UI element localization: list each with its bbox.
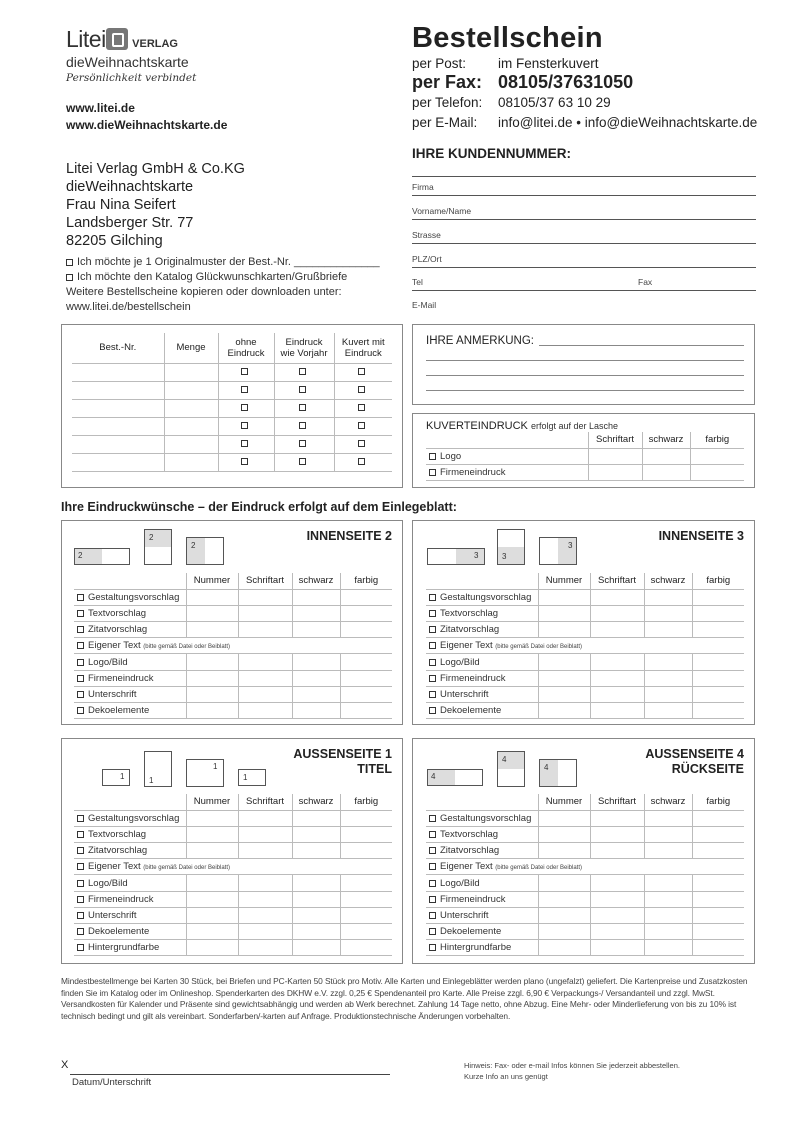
address-line: dieWeihnachtskarte: [66, 179, 194, 195]
checkbox[interactable]: [77, 707, 84, 714]
table-row: Gestaltungsvorschlag: [426, 810, 744, 826]
table-row: Eigener Text (bitte gemäß Datei oder Beiblatt): [74, 638, 392, 654]
table-row: [72, 417, 392, 435]
contact-post: per Post: im Fensterkuvert: [412, 56, 599, 71]
checkbox[interactable]: [77, 642, 84, 649]
checkbox[interactable]: [429, 880, 436, 887]
card-shape-icon: 1: [102, 769, 130, 786]
checkbox[interactable]: [77, 912, 84, 919]
checkbox[interactable]: [429, 831, 436, 838]
address-line: Landsberger Str. 77: [66, 215, 194, 231]
request-sample[interactable]: Ich möchte je 1 Originalmuster der Best.-Nr. ______________: [66, 255, 406, 270]
contact-mail: per E-Mail: info@litei.de • info@dieWeihnachtskarte.de: [412, 115, 758, 130]
checkbox[interactable]: [241, 386, 248, 393]
checkbox[interactable]: [77, 928, 84, 935]
checkbox[interactable]: [299, 422, 306, 429]
checkbox[interactable]: [77, 626, 84, 633]
section-aussenseite-4: [412, 738, 755, 964]
col-header: farbig: [690, 432, 744, 448]
col-header: farbig: [692, 573, 744, 589]
card-shape-icon: 2: [144, 529, 172, 565]
checkbox[interactable]: [358, 440, 365, 447]
table-row: Eigener Text (bitte gemäß Datei oder Beiblatt): [74, 859, 392, 875]
contact-tel: per Telefon: 08105/37 63 10 29: [412, 95, 611, 110]
table-row: Dekoelemente: [74, 924, 392, 940]
kuvert-box: [412, 413, 755, 488]
checkbox[interactable]: [429, 707, 436, 714]
col-header: ohne Eindruck: [218, 333, 274, 363]
col-header: Nummer: [186, 794, 238, 810]
col-header: Schriftart: [238, 573, 292, 589]
checkbox[interactable]: [429, 896, 436, 903]
eindruck-heading: Ihre Eindruckwünsche – der Eindruck erfolgt auf dem Einlegeblatt:: [61, 500, 457, 514]
table-row: Zitatvorschlag: [74, 622, 392, 638]
checkbox[interactable]: [77, 944, 84, 951]
table-row: Unterschrift: [74, 907, 392, 923]
col-header: schwarz: [292, 794, 340, 810]
contact-fax: per Fax: 08105/37631050: [412, 72, 634, 92]
checkbox[interactable]: [77, 691, 84, 698]
checkbox[interactable]: [299, 368, 306, 375]
url-list: [66, 100, 227, 134]
logo-verlag: VERLAG: [132, 38, 178, 50]
checkbox[interactable]: [77, 831, 84, 838]
card-shape-icon: 4: [539, 759, 577, 787]
table-row: Logo/Bild: [74, 875, 392, 891]
table-row: [72, 453, 392, 471]
checkbox[interactable]: [429, 944, 436, 951]
col-header: farbig: [340, 794, 392, 810]
checkbox[interactable]: [77, 610, 84, 617]
remark-line[interactable]: [426, 375, 744, 376]
col-header: Menge: [164, 333, 218, 363]
download-url[interactable]: www.litei.de/bestellschein: [66, 301, 191, 313]
logo: [66, 26, 178, 53]
field-fax-label: Fax: [638, 277, 653, 287]
checkbox[interactable]: [66, 274, 73, 281]
checkbox[interactable]: [299, 458, 306, 465]
card-shape-icon: 3: [427, 548, 485, 565]
signature-x: X: [61, 1059, 69, 1071]
logo-icon: [106, 28, 128, 50]
checkbox[interactable]: [299, 404, 306, 411]
table-row: Textvorschlag: [74, 826, 392, 842]
table-row: Textvorschlag: [74, 605, 392, 621]
checkbox[interactable]: [429, 626, 436, 633]
table-row: Textvorschlag: [426, 826, 744, 842]
checkbox[interactable]: [358, 458, 365, 465]
field-firma[interactable]: Firma: [412, 182, 756, 196]
card-shape-icon: 2: [186, 537, 224, 565]
table-row: Logo: [426, 448, 744, 464]
col-header: Nummer: [538, 794, 590, 810]
order-box: [61, 324, 403, 488]
checkbox[interactable]: [429, 594, 436, 601]
checkbox[interactable]: [429, 912, 436, 919]
checkbox[interactable]: [77, 896, 84, 903]
card-shape-icon: 1: [144, 751, 172, 787]
table-row: Unterschrift: [426, 686, 744, 702]
table-row: [72, 435, 392, 453]
card-shape-icon: 4: [497, 751, 525, 787]
customer-number-line[interactable]: [412, 176, 756, 177]
table-row: Zitatvorschlag: [426, 622, 744, 638]
request-options: [66, 255, 406, 315]
card-shape-icon: 4: [427, 769, 483, 786]
card-shape-icon: 1: [186, 759, 224, 787]
col-header: farbig: [692, 794, 744, 810]
checkbox[interactable]: [429, 863, 436, 870]
logo-brand: Litei: [66, 26, 106, 52]
checkbox[interactable]: [77, 880, 84, 887]
table-row: Dekoelemente: [426, 703, 744, 719]
checkbox[interactable]: [241, 404, 248, 411]
logo-slogan: Persönlichkeit verbindet: [66, 72, 197, 84]
checkbox[interactable]: [299, 440, 306, 447]
checkbox[interactable]: [77, 847, 84, 854]
address-line: Litei Verlag GmbH & Co.KG: [66, 161, 245, 177]
table-row: Gestaltungsvorschlag: [426, 589, 744, 605]
table-row: [72, 363, 392, 381]
order-table: [72, 333, 392, 472]
field-email[interactable]: E-Mail: [412, 300, 437, 310]
col-header: Schriftart: [590, 573, 644, 589]
table-row: Eigener Text (bitte gemäß Datei oder Beiblatt): [426, 859, 744, 875]
table-row: Logo/Bild: [426, 875, 744, 891]
field-ort[interactable]: PLZ/Ort: [412, 254, 756, 268]
col-header: Eindruck wie Vorjahr: [274, 333, 334, 363]
remark-box: [412, 324, 755, 405]
section-table: [74, 573, 392, 719]
card-shape-icon: 2: [74, 548, 130, 565]
table-row: Hintergrundfarbe: [426, 940, 744, 956]
checkbox[interactable]: [429, 659, 436, 666]
table-row: Logo/Bild: [426, 654, 744, 670]
checkbox[interactable]: [429, 691, 436, 698]
table-row: Hintergrundfarbe: [74, 940, 392, 956]
remark-label: IHRE ANMERKUNG:: [426, 335, 534, 347]
field-tel[interactable]: Tel Fax: [412, 277, 756, 291]
col-header: Schriftart: [590, 794, 644, 810]
table-row: Dekoelemente: [426, 924, 744, 940]
checkbox[interactable]: [299, 386, 306, 393]
col-header: Best.-Nr.: [72, 333, 164, 363]
table-row: Unterschrift: [426, 907, 744, 923]
checkbox[interactable]: [429, 453, 436, 460]
kuvert-title: KUVERTEINDRUCK erfolgt auf der Lasche: [426, 420, 618, 432]
card-shape-icon: 3: [497, 529, 525, 565]
col-header: schwarz: [642, 432, 690, 448]
checkbox[interactable]: [241, 368, 248, 375]
col-header: schwarz: [644, 794, 692, 810]
checkbox[interactable]: [429, 610, 436, 617]
col-header: schwarz: [644, 573, 692, 589]
remark-line[interactable]: [426, 390, 744, 391]
section-title: INNENSEITE 3: [658, 529, 744, 543]
hint-text: Hinweis: Fax- oder e-mail Infos können Sie jederzeit abbestellen. Kurze Info an uns genügt: [464, 1061, 680, 1081]
table-row: Logo/Bild: [74, 654, 392, 670]
checkbox[interactable]: [66, 259, 73, 266]
section-table: [426, 794, 744, 956]
checkbox[interactable]: [358, 386, 365, 393]
legal-text: Mindestbestellmenge bei Karten 30 Stück, bei Briefen und PC-Karten 50 Stück pro Motiv. Alle Karten und Einlegeblätter werden plano (ungefalzt) geliefert. Die Kartenpreise und Zusatzkosten finden Sie im Katalog oder im Onlineshop. Spenderkarten des DKHW e.V. zzgl. 0,25 € Spendenanteil pro Karte. Alle Preise zzgl. 6,90 € Verpackungs-/ Versandanteil und zzgl. MwSt. Versandkosten für Kalender und Präsente sind gewichtsabhängig und werden ab Werk berechnet. Zahlung 14 Tage netto, ohne Abzug. Eine Mehr- oder Minderlieferung von bis zu 10% ist technisch bedingt und gilt als vereinbart. Sonderfarben/-karten auf Anfrage. Produktionstechnische Änderungen vorbehalten.: [61, 976, 748, 1021]
table-row: [72, 381, 392, 399]
table-row: Textvorschlag: [426, 605, 744, 621]
table-row: Dekoelemente: [74, 703, 392, 719]
section-table: [74, 794, 392, 956]
table-row: Gestaltungsvorschlag: [74, 810, 392, 826]
col-header: Nummer: [538, 573, 590, 589]
checkbox[interactable]: [429, 928, 436, 935]
checkbox[interactable]: [77, 815, 84, 822]
kuvert-table: [426, 432, 744, 481]
address-line: 82205 Gilching: [66, 233, 163, 249]
checkbox[interactable]: [77, 675, 84, 682]
checkbox[interactable]: [241, 458, 248, 465]
signature-line[interactable]: [70, 1074, 390, 1075]
url-litei[interactable]: www.litei.de: [66, 101, 135, 115]
section-title: AUSSENSEITE 4 RÜCKSEITE: [645, 747, 744, 776]
table-row: Eigener Text (bitte gemäß Datei oder Beiblatt): [426, 638, 744, 654]
col-header: Kuvert mit Eindruck: [334, 333, 392, 363]
checkbox[interactable]: [77, 863, 84, 870]
col-header: Schriftart: [238, 794, 292, 810]
address-line: Frau Nina Seifert: [66, 197, 176, 213]
table-row: Zitatvorschlag: [426, 843, 744, 859]
section-aussenseite-1: [61, 738, 403, 964]
table-row: Gestaltungsvorschlag: [74, 589, 392, 605]
col-header: Nummer: [186, 573, 238, 589]
sender-address: [66, 160, 245, 250]
signature-label: Datum/Unterschrift: [72, 1077, 152, 1088]
download-note: Weitere Bestellscheine kopieren oder downloaden unter:: [66, 286, 342, 298]
page-title: Bestellschein: [412, 22, 603, 54]
remark-line[interactable]: [426, 360, 744, 361]
checkbox[interactable]: [429, 815, 436, 822]
section-innenseite-3: [412, 520, 755, 725]
customer-number-label: IHRE KUNDENNUMMER:: [412, 146, 571, 161]
checkbox[interactable]: [358, 422, 365, 429]
checkbox[interactable]: [241, 422, 248, 429]
section-table: [426, 573, 744, 719]
logo-sub: dieWeihnachtskarte: [66, 54, 189, 70]
section-title: AUSSENSEITE 1 TITEL: [293, 747, 392, 776]
table-row: Firmeneindruck: [426, 670, 744, 686]
field-name[interactable]: Vorname/Name: [412, 206, 756, 220]
checkbox[interactable]: [77, 659, 84, 666]
field-strasse[interactable]: Strasse: [412, 230, 756, 244]
table-row: Firmeneindruck: [74, 891, 392, 907]
checkbox[interactable]: [429, 847, 436, 854]
table-row: Firmeneindruck: [426, 891, 744, 907]
checkbox[interactable]: [241, 440, 248, 447]
table-row: Unterschrift: [74, 686, 392, 702]
table-row: [72, 399, 392, 417]
table-row: Firmeneindruck: [74, 670, 392, 686]
url-weihnachtskarte[interactable]: www.dieWeihnachtskarte.de: [66, 118, 228, 132]
checkbox[interactable]: [429, 642, 436, 649]
request-catalog[interactable]: Ich möchte den Katalog Glückwunschkarten/Grußbriefe: [66, 270, 406, 285]
card-shape-icon: 1: [238, 769, 266, 786]
col-header: Schriftart: [588, 432, 642, 448]
checkbox[interactable]: [77, 594, 84, 601]
checkbox[interactable]: [358, 368, 365, 375]
checkbox[interactable]: [429, 469, 436, 476]
remark-line[interactable]: [539, 345, 744, 346]
checkbox[interactable]: [358, 404, 365, 411]
col-header: farbig: [340, 573, 392, 589]
table-row: Zitatvorschlag: [74, 843, 392, 859]
section-title: INNENSEITE 2: [306, 529, 392, 543]
table-row: Firmeneindruck: [426, 464, 744, 480]
col-header: schwarz: [292, 573, 340, 589]
section-innenseite-2: [61, 520, 403, 725]
card-shape-icon: 3: [539, 537, 577, 565]
checkbox[interactable]: [429, 675, 436, 682]
